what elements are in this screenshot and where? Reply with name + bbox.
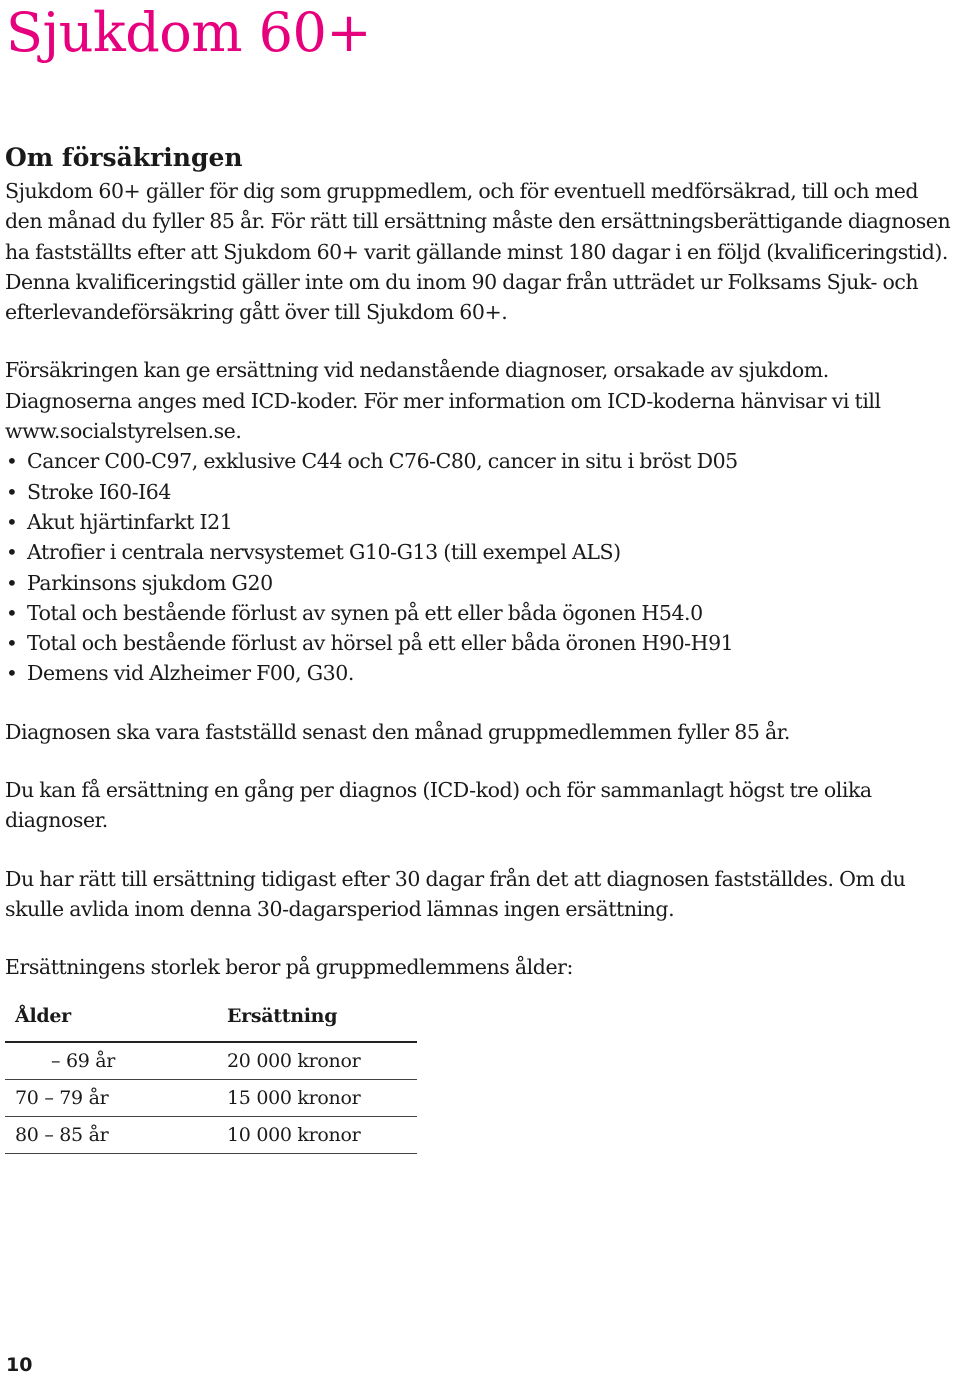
diagnoses-intro-paragraph: Försäkringen kan ge ersättning vid nedanstående diagnoser, orsakade av sjukdom. Diagnoserna anges med ICD-koder. För mer information om ICD-koderna hänvisar vi till www.socialstyrelsen.se. [5, 358, 881, 444]
age-cell: 70 – 79 år [5, 1079, 217, 1116]
waiting-period-paragraph: Du har rätt till ersättning tidigast efter 30 dagar från det att diagnosen fastställdes. Om du skulle avlida inom denna 30-dagarsperiod lämnas ingen ersättning. [5, 866, 906, 921]
table-row [5, 1042, 417, 1080]
table-header-row [5, 1003, 417, 1042]
table-row [5, 1079, 417, 1116]
limit-paragraph: Du kan få ersättning en gång per diagnos (ICD-kod) och för sammanlagt högst tre olika diagnoser. [5, 778, 872, 833]
bullet-icon: • [6, 570, 18, 595]
bullet-icon: • [6, 631, 18, 656]
list-item: • Atrofier i centrala nervsystemet G10-G13 (till exempel ALS) [5, 537, 955, 567]
list-item: • Stroke I60-I64 [5, 477, 955, 507]
age-cell: 80 – 85 år [5, 1116, 217, 1153]
main-content [5, 140, 955, 1154]
amount-cell: 15 000 kronor [217, 1079, 417, 1116]
list-item: • Parkinsons sjukdom G20 [5, 568, 955, 598]
amount-intro-paragraph: Ersättningens storlek beror på gruppmedlemmens ålder: [5, 955, 573, 980]
bullet-icon: • [6, 600, 18, 625]
page-title: Sjukdom 60+ [6, 1, 372, 64]
age-cell: – 69 år [5, 1042, 217, 1080]
table-row [5, 1116, 417, 1153]
list-item: • Total och bestående förlust av hörsel på ett eller båda öronen H90-H91 [5, 628, 955, 658]
amount-cell: 20 000 kronor [217, 1042, 417, 1080]
page-number: 10 [6, 1354, 33, 1376]
list-item: • Total och bestående förlust av synen på ett eller båda ögonen H54.0 [5, 598, 955, 628]
deadline-paragraph: Diagnosen ska vara fastställd senast den månad gruppmedlemmen fyller 85 år. [5, 719, 790, 744]
amount-cell: 10 000 kronor [217, 1116, 417, 1153]
column-header-amount: Ersättning [217, 1003, 417, 1042]
list-item: • Demens vid Alzheimer F00, G30. [5, 658, 955, 688]
diagnosis-list [5, 446, 955, 688]
bullet-icon: • [6, 479, 18, 504]
intro-paragraph: Sjukdom 60+ gäller för dig som gruppmedlem, och för eventuell medförsäkrad, till och med den månad du fyller 85 år. För rätt till ersättning måste den ersättningsberättigande diagnosen ha fastställts efter att Sjukdom 60+ varit gällande minst 180 dagar i en följd (kvalificeringstid). Denna kvalificeringstid gäller inte om du inom 90 dagar från utträdet ur Folksams Sjuk- och efterlevandeförsäkring gått över till Sjukdom 60+. [5, 179, 951, 325]
list-item: • Akut hjärtinfarkt I21 [5, 507, 955, 537]
bullet-icon: • [6, 449, 18, 474]
list-item: • Cancer C00-C97, exklusive C44 och C76-C80, cancer in situ i bröst D05 [5, 446, 955, 476]
bullet-icon: • [6, 661, 18, 686]
bullet-icon: • [6, 540, 18, 565]
section-heading: Om försäkringen [5, 143, 243, 172]
column-header-age: Ålder [5, 1003, 217, 1042]
payout-table [5, 1003, 417, 1154]
bullet-icon: • [6, 509, 18, 534]
